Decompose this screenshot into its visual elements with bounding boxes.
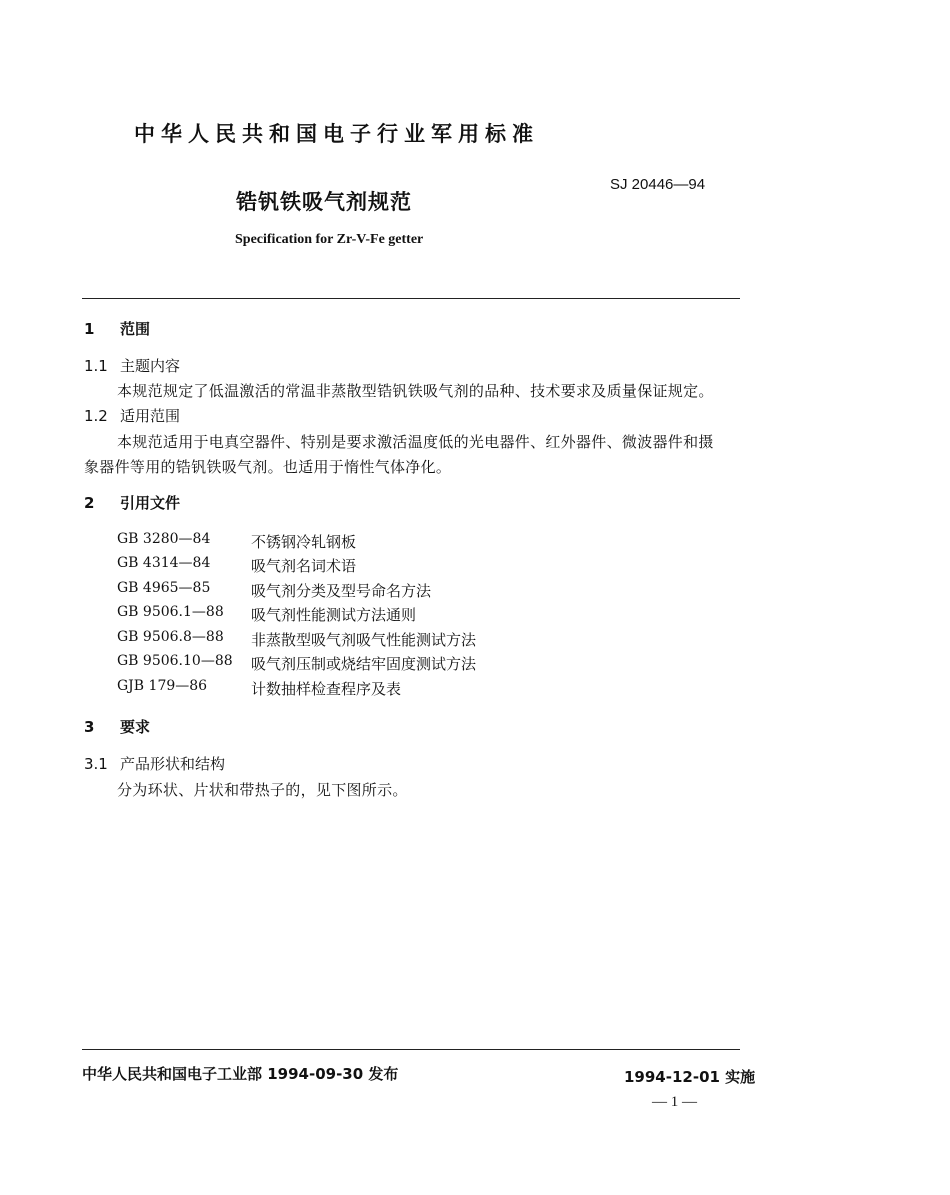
page-number: — 1 —	[652, 1094, 697, 1110]
section-number: 1.1	[84, 357, 108, 375]
section-1-heading	[84, 318, 150, 339]
document-title-en: Specification for Zr-V-Fe getter	[235, 232, 424, 247]
reference-code: GB 4314—84	[117, 555, 211, 571]
section-title: 主题内容	[120, 357, 181, 375]
section-title: 要求	[120, 718, 151, 736]
section-title: 范围	[120, 320, 151, 338]
section-title: 引用文件	[120, 494, 181, 512]
bottom-divider	[82, 1049, 740, 1050]
section-1-1-text: 本规范规定了低温激活的常温非蒸散型锆钒铁吸气剂的品种、技术要求及质量保证规定。	[117, 382, 714, 400]
top-divider	[82, 298, 740, 299]
reference-title: 计数抽样检查程序及表	[251, 680, 402, 698]
reference-code: GB 9506.8—88	[117, 629, 224, 645]
reference-title: 吸气剂性能测试方法通则	[251, 606, 417, 624]
document-title-cn: 锆钒铁吸气剂规范	[236, 190, 412, 214]
effective-date: 1994-12-01 实施	[624, 1068, 756, 1086]
section-number: 1	[84, 320, 95, 338]
section-3-1-heading	[84, 753, 225, 774]
reference-title: 非蒸散型吸气剂吸气性能测试方法	[251, 631, 477, 649]
section-3-1-text: 分为环状、片状和带热子的，见下图所示。	[117, 781, 408, 799]
section-title: 适用范围	[120, 407, 181, 425]
reference-code: GB 4965—85	[117, 580, 211, 596]
reference-title: 吸气剂分类及型号命名方法	[251, 582, 432, 600]
reference-code: GB 9506.10—88	[117, 653, 233, 669]
section-number: 3.1	[84, 755, 108, 773]
section-number: 3	[84, 718, 95, 736]
section-3-heading	[84, 716, 150, 737]
section-1-2-heading	[84, 405, 180, 426]
section-1-2-text-line2: 象器件等用的锆钒铁吸气剂。也适用于惰性气体净化。	[84, 458, 452, 476]
issuing-body-header: 中华人民共和国电子行业军用标准	[134, 122, 539, 146]
reference-code: GB 3280—84	[117, 531, 211, 547]
section-2-heading	[84, 492, 180, 513]
issue-date: 中华人民共和国电子工业部 1994-09-30 发布	[82, 1065, 399, 1083]
section-1-2-text-line1: 本规范适用于电真空器件、特别是要求激活温度低的光电器件、红外器件、微波器件和摄	[117, 433, 714, 451]
section-number: 1.2	[84, 407, 108, 425]
reference-title: 吸气剂名词术语	[251, 557, 357, 575]
reference-code: GB 9506.1—88	[117, 604, 224, 620]
reference-title: 吸气剂压制或烧结牢固度测试方法	[251, 655, 477, 673]
standard-number: SJ 20446—94	[610, 176, 706, 193]
section-1-1-heading	[84, 355, 180, 376]
section-number: 2	[84, 494, 95, 512]
reference-title: 不锈钢冷轧钢板	[251, 533, 357, 551]
section-title: 产品形状和结构	[120, 755, 226, 773]
reference-code: GJB 179—86	[117, 678, 208, 694]
